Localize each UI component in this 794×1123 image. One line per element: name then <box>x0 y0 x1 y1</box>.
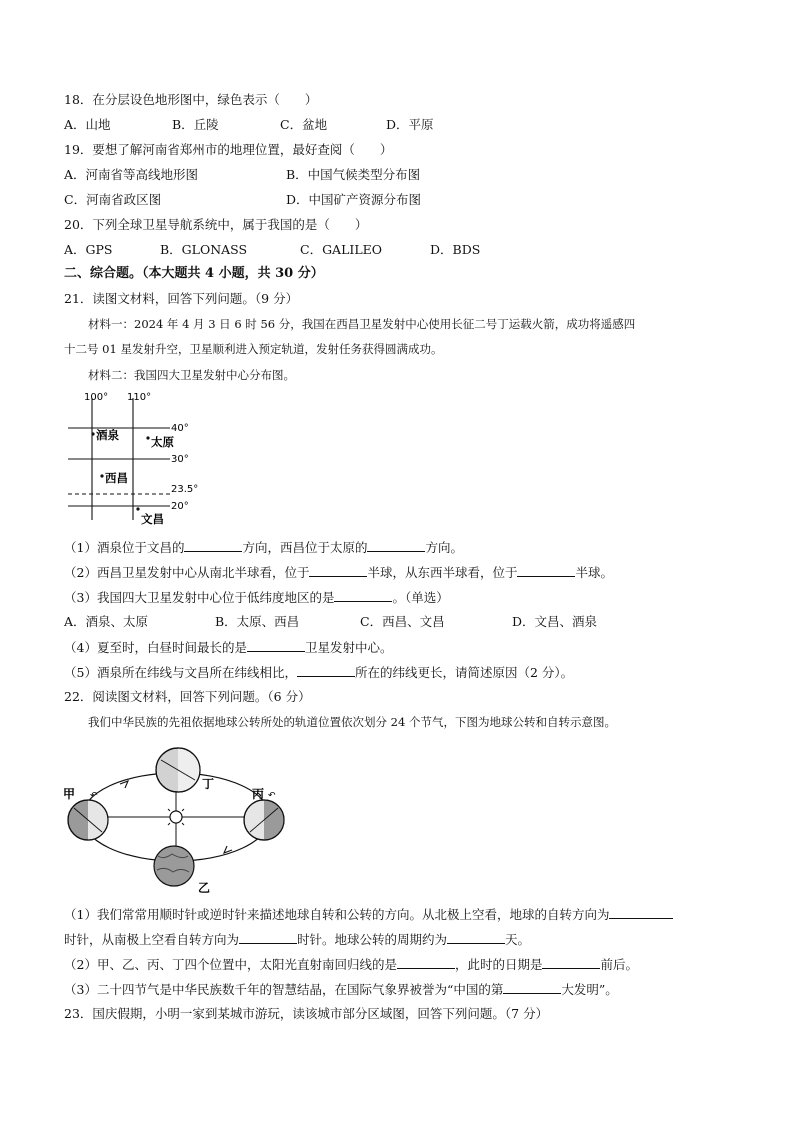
q21-part5: （5）酒泉所在纬线与文昌所在纬线相比， 所在的纬线更长，请简述原因（2 分）。 <box>64 665 574 680</box>
launch-center-map <box>60 388 220 530</box>
earth-top-icon <box>156 748 200 792</box>
q21-part4: （4）夏至时，白昼时间最长的是 卫星发射中心。 <box>64 640 393 655</box>
answer-blank[interactable] <box>239 930 297 944</box>
q23-stem: 23．国庆假期，小明一家到某城市游玩，读该城市部分区域图，回答下列问题。（7 分） <box>64 1006 549 1021</box>
place-xichang: 西昌 <box>105 471 128 485</box>
q20-stem: 20．下列全球卫星导航系统中，属于我国的是（ ） <box>64 217 368 232</box>
orbit-arrow-icon <box>120 781 128 788</box>
q19-options-row1 <box>64 166 764 184</box>
q22-stem: 22．阅读图文材料，回答下列问题。（6 分） <box>64 689 311 704</box>
q21-option-a: A．酒泉、太原 <box>64 614 149 629</box>
q21-material1-line1: 材料一：2024 年 4 月 3 日 6 时 56 分，我国在西昌卫星发射中心使用长征二号丁运载火箭，成功将遥感四 <box>88 317 636 331</box>
q21-part2: （2）西昌卫星发射中心从南北半球看，位于 半球，从东西半球看，位于 半球。 <box>64 565 613 580</box>
answer-blank[interactable] <box>184 538 242 552</box>
q19-option-d: D．中国矿产资源分布图 <box>286 192 422 207</box>
q19-options-row2 <box>64 191 764 209</box>
xichang-marker <box>100 474 103 477</box>
q20-option-d: D．BDS <box>430 242 481 257</box>
q21-option-c: C．西昌、文昌 <box>360 614 445 629</box>
q22-part3: （3）二十四节气是中华民族数千年的智慧结晶，在国际气象界被誉为“中国的第 大发明”。 <box>64 982 618 997</box>
lat-label-40: 40° <box>171 423 189 434</box>
q19-option-a: A．河南省等高线地形图 <box>64 167 199 182</box>
answer-blank[interactable] <box>297 663 355 677</box>
q20-options <box>64 241 764 259</box>
earth-bottom-icon <box>154 846 194 886</box>
earth-orbit-diagram <box>60 742 292 894</box>
q20-option-b: B．GLONASS <box>160 242 248 257</box>
q21-material1-line2: 十二号 01 星发射升空，卫星顺利进入预定轨道，发射任务获得圆满成功。 <box>64 342 443 356</box>
taiyuan-marker <box>146 436 149 439</box>
section-heading: 二、综合题。（本大题共 4 小题，共 30 分） <box>64 266 324 281</box>
q21-part3: （3）我国四大卫星发射中心位于低纬度地区的是 。（单选） <box>64 590 449 605</box>
answer-blank[interactable] <box>542 955 600 969</box>
q18-option-c: C．盆地 <box>280 117 328 132</box>
q21-options <box>64 613 764 631</box>
answer-blank[interactable] <box>334 588 392 602</box>
place-taiyuan: 太原 <box>151 435 174 449</box>
rotation-arrow-icon: ↶ <box>268 791 276 801</box>
q22-intro: 我们中华民族的先祖依据地球公转所处的轨道位置依次划分 24 个节气，下图为地球公转和自转示意图。 <box>88 715 616 729</box>
lat-label-20: 20° <box>171 501 189 512</box>
answer-blank[interactable] <box>367 538 425 552</box>
lat-label-30: 30° <box>171 454 189 465</box>
place-jiuquan: 酒泉 <box>96 428 119 442</box>
q18-option-a: A．山地 <box>64 117 111 132</box>
rotation-arrow-icon: ↶ <box>90 791 98 801</box>
lat-label-23-5: 23.5° <box>171 484 199 495</box>
q19-option-b: B．中国气候类型分布图 <box>286 167 421 182</box>
q22-part1-line1: （1）我们常常用顺时针或逆时针来描述地球自转和公转的方向。从北极上空看，地球的自转方向为 <box>64 905 673 924</box>
q21-option-b: B．太原、西昌 <box>215 614 300 629</box>
label-ding: 丁 <box>202 777 215 791</box>
answer-blank[interactable] <box>397 955 455 969</box>
q18-option-b: B．丘陵 <box>172 117 219 132</box>
label-jia: 甲 <box>63 787 76 801</box>
q22-part1-line2: 时针，从南极上空看自转方向为 时针。地球公转的周期约为 天。 <box>64 932 531 947</box>
q20-option-c: C．GALILEO <box>300 242 382 257</box>
q19-stem: 19．要想了解河南省郑州市的地理位置，最好查阅（ ） <box>64 142 393 157</box>
q18-stem: 18．在分层设色地形图中，绿色表示（ ） <box>64 92 318 107</box>
q21-stem: 21．读图文材料，回答下列问题。（9 分） <box>64 291 299 306</box>
answer-blank[interactable] <box>247 638 305 652</box>
label-yi: 乙 <box>198 881 211 894</box>
jiuquan-marker <box>91 432 94 435</box>
q21-part1: （1）酒泉位于文昌的 方向，西昌位于太原的 方向。 <box>64 540 463 555</box>
wenchang-marker <box>136 507 139 510</box>
q18-options <box>64 116 764 134</box>
answer-blank[interactable] <box>309 563 367 577</box>
answer-blank[interactable] <box>517 563 575 577</box>
q20-option-a: A．GPS <box>64 242 113 257</box>
q19-option-c: C．河南省政区图 <box>64 192 162 207</box>
q18-option-d: D．平原 <box>386 117 434 132</box>
q21-material2: 材料二：我国四大卫星发射中心分布图。 <box>88 368 295 382</box>
place-wenchang: 文昌 <box>141 512 164 526</box>
lon-label-110: 110° <box>127 392 152 403</box>
orbit-arrow-icon <box>224 846 232 853</box>
answer-blank[interactable] <box>609 905 673 919</box>
q22-part2: （2）甲、乙、丙、丁四个位置中，太阳光直射南回归线的是 ，此时的日期是 前后。 <box>64 957 638 972</box>
lon-label-100: 100° <box>84 392 109 403</box>
answer-blank[interactable] <box>447 930 505 944</box>
q21-option-d: D．文昌、酒泉 <box>512 614 598 629</box>
answer-blank[interactable] <box>503 980 561 994</box>
label-bing: 丙 <box>252 787 265 801</box>
